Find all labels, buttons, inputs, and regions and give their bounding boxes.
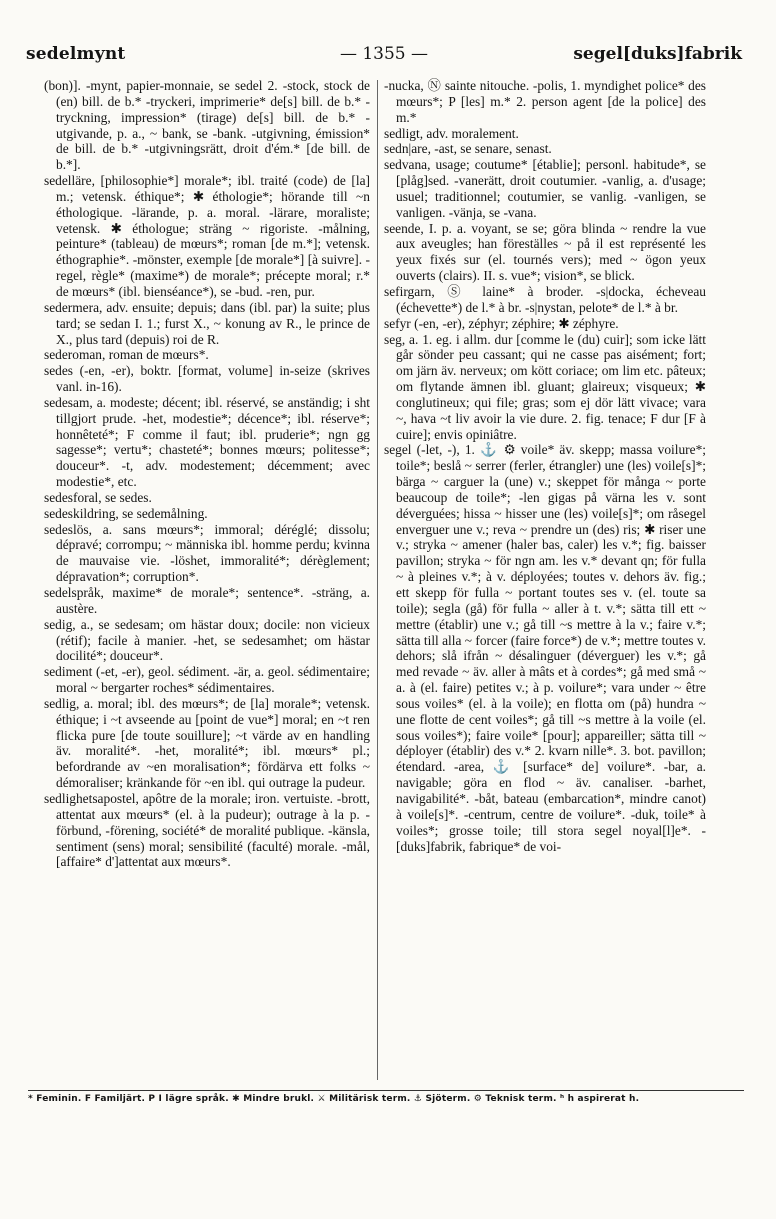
dictionary-entry: seg, a. 1. eg. i allm. dur [comme le (du) cuir]; som icke lätt går sönder peu cassant; qui ne casse pas aisément; fort; om järn äv. nerveux; om kött coriace; om lim etc. pâteux; om flytande ämnen ibl. gluant; glaireux; visqueux; ✱ conglutineux; qui file; gras; som ej dör lätt vivace; vara ~, hava ~t liv avoir la vie dure. 2. fig. tenace; F dur [F à cuire]; envis opiniâtre. (384, 331, 706, 442)
dictionary-entry: sefyr (-en, -er), zéphyr; zéphire; ✱ zéphyre. (384, 315, 619, 331)
left-running-head: sedelmynt (26, 44, 126, 64)
dictionary-entry: sederoman, roman de mœurs*. (44, 347, 209, 363)
dictionary-entry: sedig, a., se sedesam; om hästar doux; docile: non vicieux (rétif); facile à manier. -het, se sedesamhet; om hästar docilité*; douceur*. (44, 616, 370, 664)
dictionary-entry: sefirgarn, Ⓢ laine* à broder. -s|docka, écheveau (échevette*) de l.* à br. -s|nystan, pelote* de l.* à br. (384, 283, 706, 315)
dictionary-entry: sedeskildring, se sedemålning. (44, 505, 208, 521)
page-number: — 1355 — (339, 44, 429, 64)
dictionary-entry: segel (-let, -), 1. ⚓ ⚙ voile* äv. skepp; massa voilure*; toile*; beslå ~ serrer (ferler, étrangler) une (les) voile[s]*; bärga ~ carguer la (une) v.; skeppet för många ~ porte beaucoup de toile*; -len gigas på värna les v. sont déverguées; hissa ~ hisser une (les) voile[s]*; om råsegel enverguer une v.; reva ~ prendre un (des) ris; ✱ riser une v.; stryka ~ amener (haler bas, caler) les v.*; fig. baisser pavillon; stryka ~ för ngn am. les v.* devant qn; för fulla ~ à pleines v.*; à v. déployées; toutes v. dehors äv. fig.; ett skepp för fulla ~ portant toutes ses v. (el. toute sa toile); segla (gå) för fulla ~ aller à t. v.*; sätta till ett ~ mettre (établir) une v.; gå till ~s mettre à la v.; faire v.*; sätta till alla ~ forcer (faire force*) de v.*; mettre toutes v. dehors; slå ifrån ~ désalinguer (déverguer) les v.*; gå med revade ~ äv. aller à mâts et à cordes*; gå med små ~ a. à (el. faire) petites v.; à p. voilure*; vara under ~ être sous voiles* (el. à la voile); en flotta om (på) hundra ~ une flotte de cent voiles*; gå till ~s mettre à la voile (el. sous voiles*); faire voile* [pour]; appareiller; sätta till ~ déployer (établir) des v.* 2. kvarn nille*. 3. bot. pavillon; étendard. -area, ⚓ [surface* de] voilure*. -bar, a. navigable; göra en flod ~ äv. canaliser. -barhet, navigabilité*. -båt, bateau (embarcation*, mindre canot) à voile[s]*. -centrum, centre de voilure*. -duk, toile* à voiles*; grosse toile; till stora segel noyal[l]e*. -[duks]fabrik, fabrique* de voi- (384, 442, 706, 854)
dictionary-entry: sedes (-en, -er), boktr. [format, volume] in-seize (skrives vanl. in-16). (44, 363, 370, 395)
dictionary-entry: sedlighetsapostel, apôtre de la morale; iron. vertuiste. -brott, attentat aux mœurs* (el. à la pudeur); outrage à la p. -förbund, -förening, société* de moralité publique. -känsla, sentiment (sens) moral; sensibilité (faculté) morale. -mål, [affaire* d']attentat aux mœurs*. (44, 790, 370, 870)
abbreviation-key: * Feminin. F Familjärt. P I lägre språk. ✱ Mindre brukl. ⚔ Militärisk term. ⚓ Sjöterm. ⚙ Teknisk term. ʰ h aspirerat h. (28, 1094, 640, 1104)
dictionary-entry: (bon)]. -mynt, papier-monnaie, se sedel 2. -stock, stock de (en) bill. de b.* -tryckeri, imprimerie* de[s] bill. de b.* -tryckning, impression* (tirage) de[s] bill. de b.* -utgivande, p. a., ~ bank, se -bank. -utgivning, émission* de bill. de b.* -utgivningsrätt, droit d'ém.* [de bill. de b.*]. (44, 78, 370, 173)
dictionary-entry: sedelspråk, maxime* de morale*; sentence*. -sträng, a. austère. (44, 585, 370, 616)
dictionary-entry: sedermera, adv. ensuite; depuis; dans (ibl. par) la suite; plus tard; se sedan I. 1.; furst X., ~ konung av R., le prince de X., plus tard (depuis) roi de R. (44, 299, 370, 347)
column-divider (377, 80, 378, 1080)
right-running-head: segel[duks]fabrik (573, 44, 742, 64)
dictionary-entry: sedlig, a. moral; ibl. des mœurs*; de [la] morale*; vetensk. éthique; i ~t avseende au [point de vue*] moral; en ~t ren flicka pure [de toute souillure]; ~t värde av en handling äv. moralité*. -het, moralité*; ibl. mœurs* pl.; befordrande av ~en moralisation*; fördärva ett folks ~ démoraliser; kränkande för ~en ibl. qui outrage la pudeur. (44, 695, 370, 791)
dictionary-entry: sedeslös, a. sans mœurs*; immoral; déréglé; dissolu; dépravé; corrompu; ~ människa ibl. homme perdu; kvinna de mauvaise vie. -löshet, immoralité*; dérèglement; dépravation*; corruption*. (44, 521, 370, 585)
dictionary-entry: sedesam, a. modeste; décent; ibl. réservé, se anständig; i sht tillgjort prude. -het, modestie*; décence*; ibl. réserve*; honnêteté*; F comme il faut; ibl. pruderie*; ngn gg sagesse*; vertu*; chasteté*; bonnes mœurs; politesse*; douceur*. -t, adv. modestement; décemment; avec modestie*, etc. (44, 394, 370, 490)
dictionary-entry: sedligt, adv. moralement. (384, 125, 519, 141)
dictionary-entry: seende, I. p. a. voyant, se se; göra blinda ~ rendre la vue aux aveugles; han föreställes ~ på il est représenté les yeux fixés sur (el. tournés vers); med ~ ögon yeux ouverts (clairs). II. s. vue*; vision*, se blick. (384, 220, 706, 284)
dictionary-entry: sediment (-et, -er), geol. sédiment. -är, a. geol. sédimentaire; moral ~ bergarter roches* sédimentaires. (44, 664, 370, 696)
right-column (384, 78, 706, 1088)
left-column (44, 78, 370, 1088)
dictionary-entry: -nucka, Ⓝ sainte nitouche. -polis, 1. myndighet police* des mœurs*; P [les] m.* 2. person agent [de la police] des m.* (384, 78, 706, 125)
dictionary-entry: sedvana, usage; coutume* [établie]; personl. habitude*, se [plåg]sed. -vanerätt, droit coutumier. -vanlig, a. d'usage; usuel; traditionnel; coutumier, se vanlig. -vanligen, se vanligen. -vänja, se -vana. (384, 157, 706, 220)
dictionary-entry: sedn|are, -ast, se senare, senast. (384, 141, 552, 157)
dictionary-entry: sedelläre, [philosophie*] morale*; ibl. traité (code) de [la] m.; vetensk. éthique*; ✱ éthologie*; hörande till ~n éthologique. -lärande, p. a. moral. -lärare, moraliste; vetensk. ✱ éthologue; sträng ~ rigoriste. -målning, peinture* (tableau) de mœurs*; roman [de m.*]; vetensk. éthographie*. -mönster, exemple [de morale*] [à suivre]. -regel, règle* (maxime*) de morale*; précepte moral; r.* de mœurs* (ibl. bienséance*), se -bud. -ren, pur. (44, 173, 370, 299)
page-header (26, 44, 742, 70)
footer-rule (28, 1090, 744, 1091)
dictionary-entry: sedesforal, se sedes. (44, 489, 152, 505)
